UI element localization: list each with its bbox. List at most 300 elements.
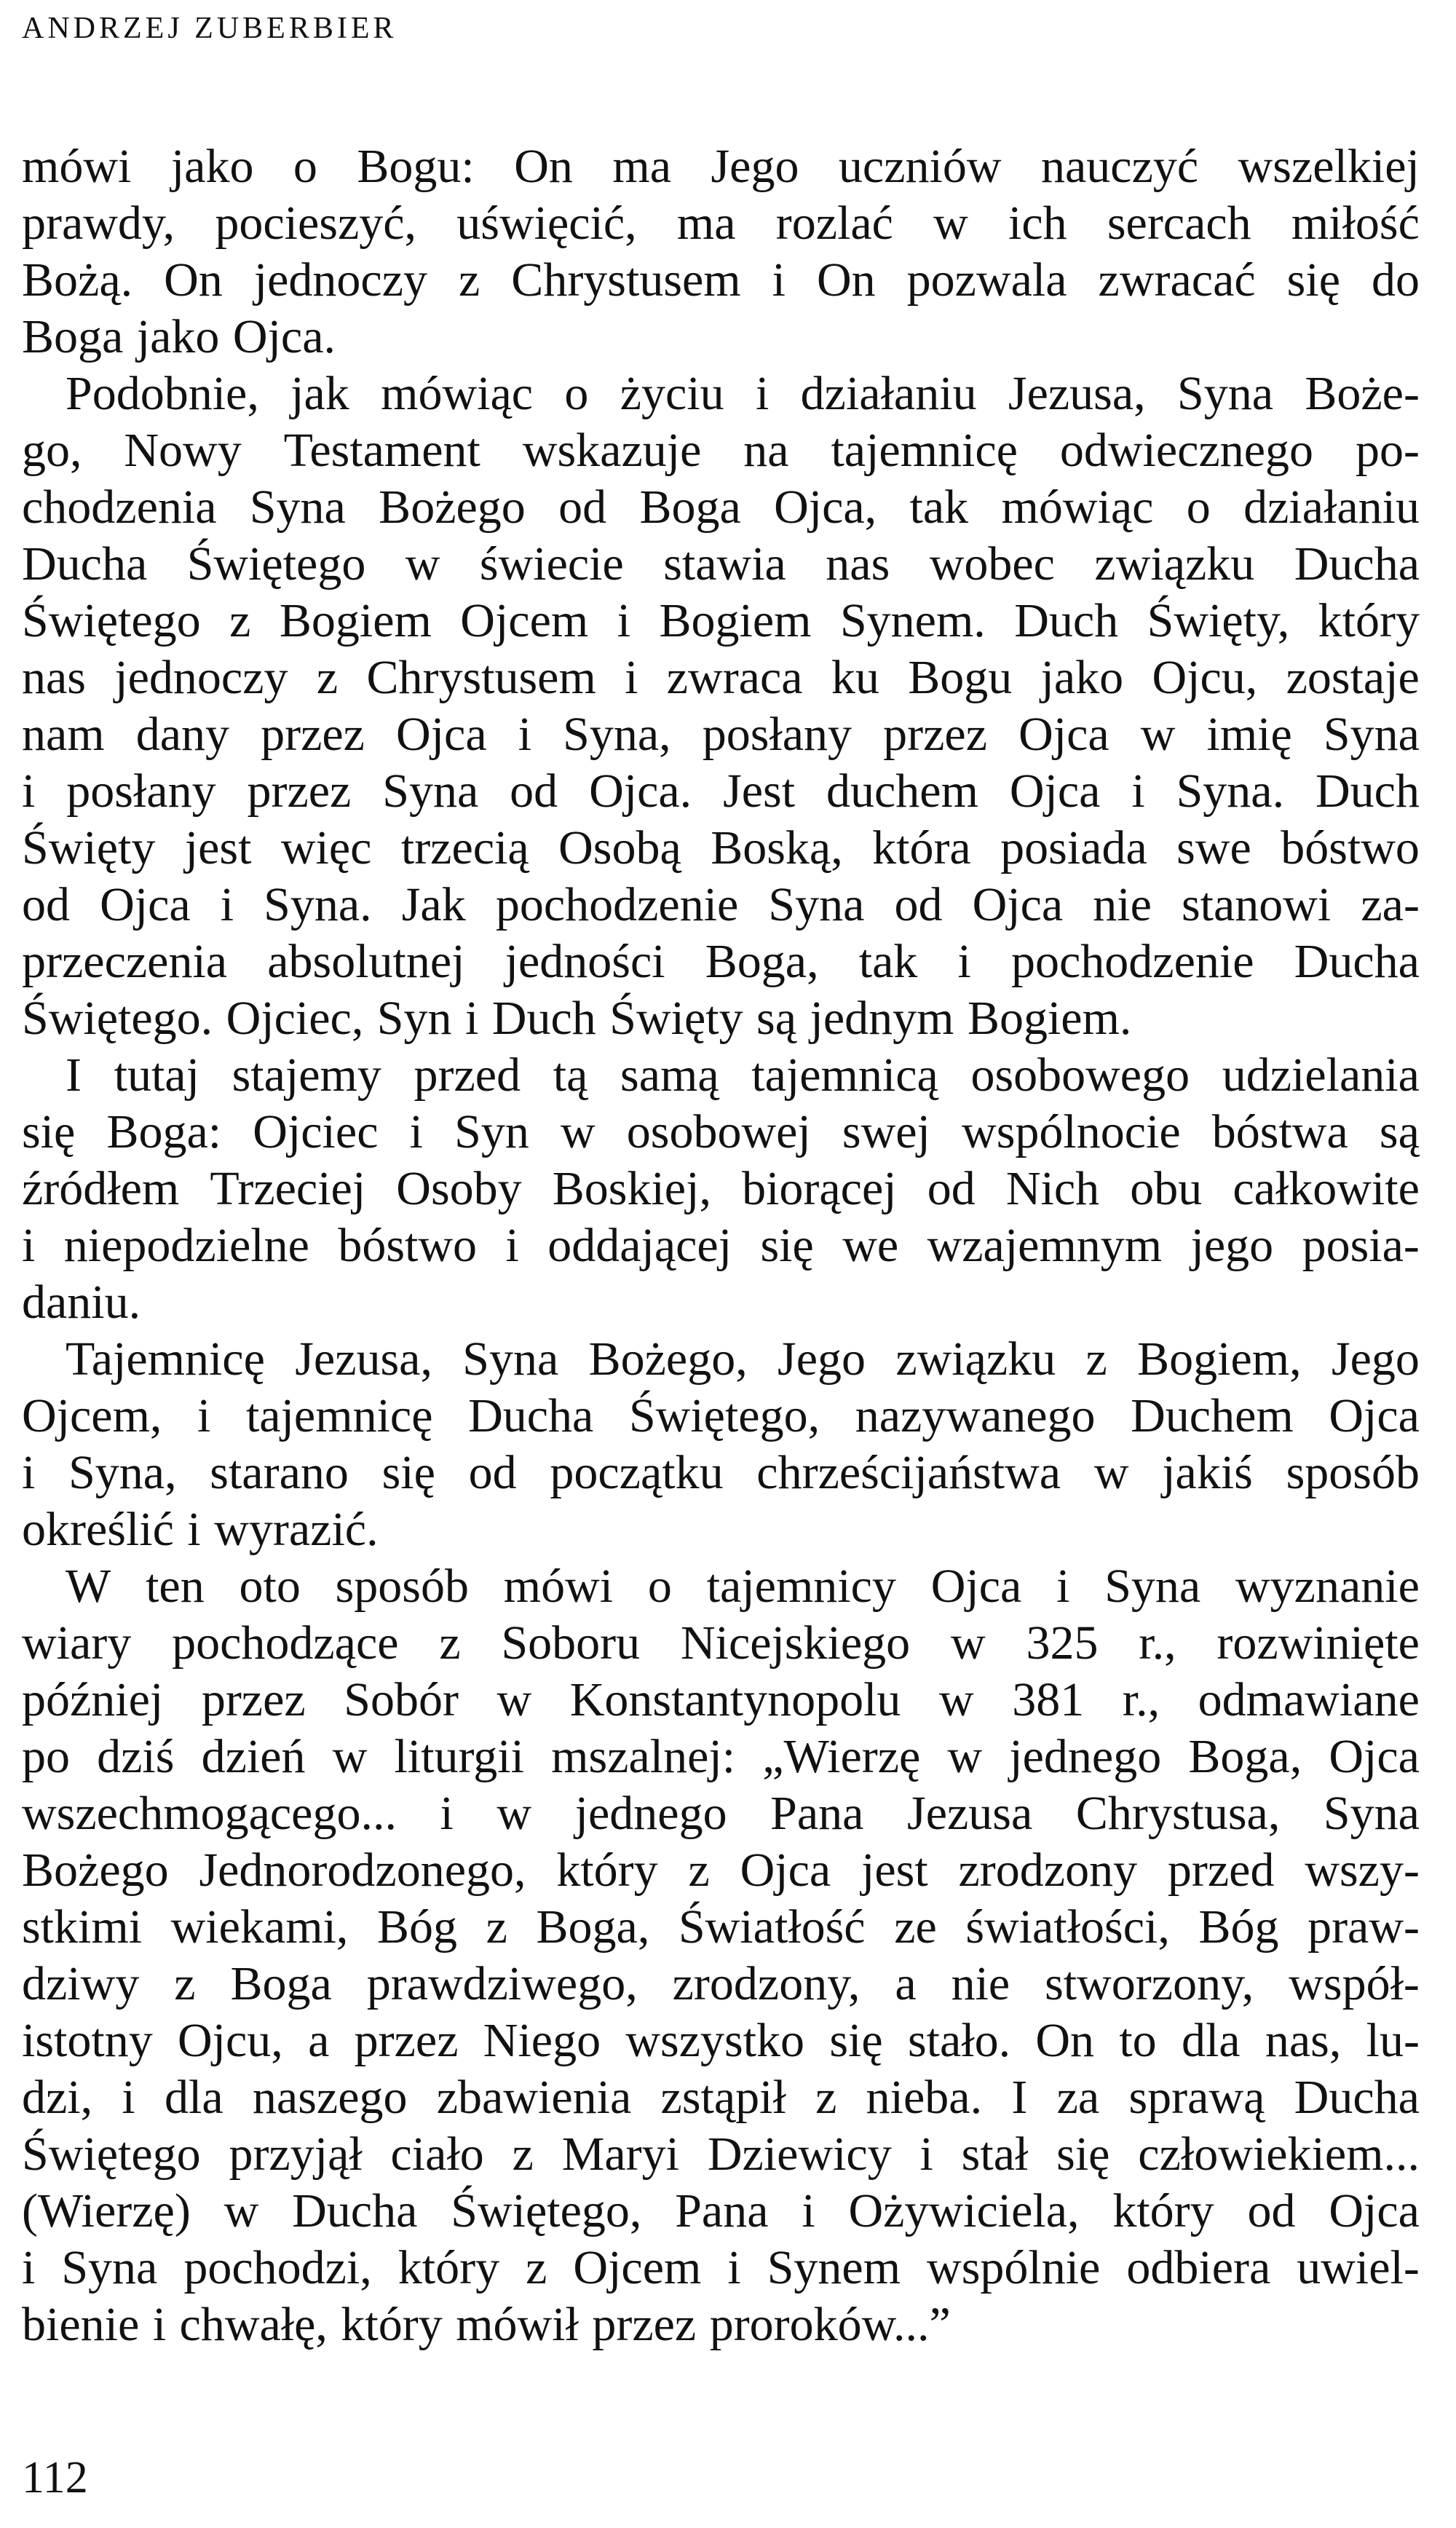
word: Boga, xyxy=(705,935,819,988)
word: przez xyxy=(354,2014,459,2067)
word: i xyxy=(518,708,532,761)
word: Bożego, xyxy=(588,1332,748,1386)
text-line xyxy=(22,1501,1420,1558)
word: jednego xyxy=(574,1787,727,1840)
word: Ojca xyxy=(972,878,1064,931)
word: On xyxy=(816,253,876,307)
word: zwraca xyxy=(666,651,803,704)
word: Duch xyxy=(491,992,596,1045)
word: i xyxy=(957,935,971,988)
word: Ojca xyxy=(1329,1389,1420,1442)
word: i xyxy=(440,1787,454,1840)
word: Ducha xyxy=(1294,537,1420,590)
word: i xyxy=(1131,765,1145,818)
word: do xyxy=(1372,253,1420,307)
word: i xyxy=(464,992,479,1045)
word: z xyxy=(688,1844,710,1897)
word: posłany xyxy=(66,765,216,818)
word: Ojca xyxy=(1329,2184,1420,2237)
word: 381 xyxy=(1012,1673,1085,1726)
word: ma xyxy=(676,197,736,250)
word: Pana xyxy=(675,2184,769,2237)
word: Bóg xyxy=(1198,1900,1279,1954)
word: osobowej xyxy=(626,1105,811,1158)
word: i xyxy=(22,1446,36,1499)
word: Syna xyxy=(768,878,865,931)
word: działaniu xyxy=(1243,481,1420,534)
word: przez xyxy=(201,1673,306,1726)
word: jako xyxy=(1040,651,1124,704)
word: Syn xyxy=(376,992,452,1045)
word: Jezusa, xyxy=(295,1332,432,1386)
word: w xyxy=(933,197,968,250)
word: Ojca xyxy=(740,1844,831,1897)
word: Boga xyxy=(639,481,741,534)
word: mówiąc xyxy=(381,367,534,420)
word: w xyxy=(1140,708,1176,761)
word: i xyxy=(22,765,36,818)
word: się xyxy=(1056,2128,1110,2181)
text-line xyxy=(22,1161,1420,1217)
word: za- xyxy=(1361,878,1420,931)
word: dzi, xyxy=(22,2071,93,2124)
word: chrześcijaństwa xyxy=(756,1446,1061,1499)
word: Ojca xyxy=(396,708,487,761)
word: Boga, xyxy=(536,1900,650,1954)
text-line xyxy=(22,2183,1420,2240)
word: który xyxy=(556,1844,658,1897)
text-line xyxy=(22,1331,1420,1388)
word: Bożego xyxy=(22,1844,169,1897)
word: praw- xyxy=(1307,1900,1420,1954)
word: nieba. xyxy=(866,2071,983,2124)
text-line xyxy=(22,877,1420,933)
word: Boską, xyxy=(711,821,843,874)
word: tajemnicy xyxy=(706,1560,896,1613)
word: są xyxy=(1379,1105,1420,1158)
word: pozwala xyxy=(906,253,1067,307)
word: i xyxy=(919,2128,933,2181)
word: współ- xyxy=(1289,1957,1420,2010)
word: i xyxy=(152,2298,167,2351)
word: tajemnicę xyxy=(245,1389,433,1442)
word: trzecią xyxy=(400,821,529,874)
word: Boga xyxy=(22,310,124,363)
text-line xyxy=(22,1388,1420,1445)
word: Jezusa, xyxy=(1008,367,1146,420)
word: przed xyxy=(1167,1844,1275,1897)
word: nas xyxy=(22,651,86,704)
word: nie xyxy=(951,1957,1010,2010)
word: daniu. xyxy=(22,1276,141,1329)
word: i xyxy=(22,1219,36,1272)
word: Chrystusem xyxy=(366,651,596,704)
word: wspólnie xyxy=(927,2241,1101,2294)
word: rozwinięte xyxy=(1216,1616,1420,1670)
word: posiada xyxy=(1000,821,1147,874)
word: i xyxy=(409,1105,423,1158)
word: Ojcu, xyxy=(177,2014,283,2067)
word: Syna xyxy=(1177,367,1273,420)
word: Świętego xyxy=(22,594,201,647)
word: we xyxy=(842,1219,899,1272)
word: wszy- xyxy=(1305,1844,1420,1897)
word: pochodzi, xyxy=(183,2241,372,2294)
word: która xyxy=(872,821,971,874)
word: od xyxy=(1247,2184,1296,2237)
word: biorącej xyxy=(742,1162,897,1215)
word: więc xyxy=(280,821,372,874)
word: posia- xyxy=(1302,1219,1420,1272)
word: i xyxy=(772,253,786,307)
word: się xyxy=(760,1219,814,1272)
word: I xyxy=(66,1048,82,1102)
word: z xyxy=(316,651,339,704)
word: nie xyxy=(1093,878,1152,931)
text-line xyxy=(22,2126,1420,2183)
word: źródłem xyxy=(22,1162,180,1215)
word: Ojcu, xyxy=(1152,651,1258,704)
word: ku xyxy=(831,651,879,704)
word: pochodzenie xyxy=(1011,935,1254,988)
word: świecie xyxy=(479,537,624,590)
word: Pana xyxy=(770,1787,864,1840)
word: wskazuje xyxy=(522,424,702,477)
word: zrodzony xyxy=(958,1844,1138,1897)
word: z xyxy=(815,2071,837,2124)
word: stajemy xyxy=(232,1048,381,1102)
word: Ojca xyxy=(1009,765,1101,818)
word: istotny xyxy=(22,2014,153,2067)
word: go, xyxy=(22,424,82,477)
word: Boga xyxy=(230,1957,332,2010)
word: rozlać xyxy=(775,197,893,250)
word: to xyxy=(1119,2014,1157,2067)
word: i xyxy=(756,367,769,420)
word: Ojca. xyxy=(232,310,336,363)
word: Jest xyxy=(723,765,796,818)
text-line xyxy=(22,933,1420,990)
word: starano xyxy=(210,1446,349,1499)
word: w xyxy=(560,1105,596,1158)
word: ciało xyxy=(390,2128,484,2181)
word: działaniu xyxy=(800,367,977,420)
word: jego xyxy=(1190,1219,1274,1272)
word: Nicejskiego xyxy=(680,1616,911,1670)
word: Podobnie, xyxy=(66,367,259,420)
word: są xyxy=(756,992,797,1045)
word: z xyxy=(459,253,480,307)
word: przed xyxy=(414,1048,521,1102)
text-line xyxy=(22,990,1420,1047)
word: który xyxy=(1112,2184,1214,2237)
word: odmawiane xyxy=(1198,1673,1420,1726)
word: Bożego xyxy=(379,481,526,534)
word: się xyxy=(829,2014,883,2067)
word: jako xyxy=(170,140,254,193)
word: w xyxy=(1093,1446,1129,1499)
word: jakiś xyxy=(1162,1446,1253,1499)
word: jest xyxy=(184,821,252,874)
word: Syna xyxy=(1323,708,1420,761)
word: Osoby xyxy=(396,1162,522,1215)
word: jest xyxy=(861,1844,928,1897)
word: Światłość xyxy=(678,1900,866,1954)
word: wiekami, xyxy=(170,1900,349,1954)
word: dany xyxy=(135,708,230,761)
word: Ożywiciela, xyxy=(848,2184,1080,2237)
word: od xyxy=(22,878,70,931)
word: 325 xyxy=(1026,1616,1099,1670)
word: wspólnocie xyxy=(962,1105,1181,1158)
word: Syna xyxy=(61,2241,158,2294)
word: początku xyxy=(550,1446,724,1499)
word: w xyxy=(223,2184,259,2237)
word: W xyxy=(66,1560,111,1613)
word: światłości, xyxy=(965,1900,1170,1954)
word: zstąpił xyxy=(660,2071,786,2124)
word: o xyxy=(293,140,317,193)
word: w xyxy=(496,1787,532,1840)
word: stawia xyxy=(663,537,786,590)
text-line xyxy=(22,649,1420,706)
word: Chrystusa, xyxy=(1075,1787,1281,1840)
word: Bogu: xyxy=(357,140,475,193)
text-line xyxy=(22,1729,1420,1785)
word: Syna xyxy=(462,1332,559,1386)
word: Testament xyxy=(283,424,480,477)
word: Bożą. xyxy=(22,253,133,307)
word: Duch xyxy=(1315,765,1420,818)
word: jednoczy xyxy=(114,651,288,704)
word: odwiecznego xyxy=(1059,424,1314,477)
word: Ojca xyxy=(1018,708,1109,761)
word: się xyxy=(1286,253,1340,307)
word: z xyxy=(486,1900,507,1954)
word: bóstwo xyxy=(338,1219,478,1272)
word: uczniów xyxy=(838,140,1002,193)
word: tak xyxy=(858,935,918,988)
word: sposób xyxy=(1286,1446,1420,1499)
word: zostaje xyxy=(1286,651,1420,704)
text-line xyxy=(22,1104,1420,1161)
word: nam xyxy=(22,708,105,761)
text-line xyxy=(22,1842,1420,1899)
word: określić xyxy=(22,1503,174,1556)
word: się xyxy=(22,1105,76,1158)
word: bienie xyxy=(22,2298,140,2351)
word: ten xyxy=(146,1560,205,1613)
word: Chrystusem xyxy=(511,253,741,307)
text-line xyxy=(22,2240,1420,2296)
word: Tajemnicę xyxy=(66,1332,265,1386)
word: Syna xyxy=(1323,1787,1420,1840)
word: zwracać xyxy=(1098,253,1256,307)
word: Duchem xyxy=(1131,1389,1294,1442)
word: Konstantynopolu xyxy=(569,1673,901,1726)
text-line xyxy=(22,1445,1420,1501)
word: tutaj xyxy=(114,1048,199,1102)
word: samą xyxy=(620,1048,719,1102)
word: od xyxy=(510,765,558,818)
word: jako xyxy=(136,310,220,363)
word: niepodzielne xyxy=(63,1219,309,1272)
word: w xyxy=(496,1673,532,1726)
word: Nich xyxy=(1005,1162,1100,1215)
word: po xyxy=(22,1730,70,1783)
word: Ducha xyxy=(22,537,148,590)
word: który xyxy=(397,2241,500,2294)
word: jednego xyxy=(1009,1730,1162,1783)
word: duchem xyxy=(826,765,978,818)
word: Soboru xyxy=(501,1616,641,1670)
word: swej xyxy=(842,1105,930,1158)
word: przez xyxy=(261,708,365,761)
word: człowiekiem... xyxy=(1138,2128,1420,2181)
text-line xyxy=(22,309,1420,366)
word: Świętego xyxy=(186,537,366,590)
word: Jego xyxy=(1331,1332,1420,1386)
text-line xyxy=(22,536,1420,593)
word: i xyxy=(617,594,631,647)
word: Dziewicy xyxy=(707,2128,892,2181)
word: stało. xyxy=(907,2014,1011,2067)
word: wszechmogącego... xyxy=(22,1787,397,1840)
word: On xyxy=(1035,2014,1095,2067)
word: tak xyxy=(909,481,969,534)
word: wiary xyxy=(22,1616,132,1670)
word: Synem. xyxy=(839,594,986,647)
word: związku xyxy=(1094,537,1255,590)
word: (Wierzę) xyxy=(22,2184,191,2237)
word: z xyxy=(229,594,251,647)
word: od xyxy=(927,1162,976,1215)
text-line xyxy=(22,1672,1420,1729)
word: i xyxy=(727,2241,741,2294)
word: Jego xyxy=(778,1332,866,1386)
text-line xyxy=(22,195,1420,252)
text-line xyxy=(22,593,1420,649)
word: sprawą xyxy=(1128,2071,1265,2124)
word: Syn xyxy=(454,1105,529,1158)
word: o xyxy=(564,367,589,420)
word: Jezusa xyxy=(907,1787,1033,1840)
word: uświęcić, xyxy=(456,197,637,250)
word: z xyxy=(1085,1332,1107,1386)
word: Święty xyxy=(609,992,743,1045)
word: proroków...” xyxy=(709,2298,951,2351)
word: stanowi xyxy=(1181,878,1332,931)
word: z xyxy=(439,1616,461,1670)
word: bóstwo xyxy=(1281,821,1420,874)
word: dla xyxy=(165,2071,223,2124)
word: prawdziwego, xyxy=(366,1957,638,2010)
word: i xyxy=(187,1503,201,1556)
word: stworzony, xyxy=(1045,1957,1254,2010)
word: Boże- xyxy=(1305,367,1420,420)
word: przez xyxy=(883,708,987,761)
word: i xyxy=(220,878,234,931)
word: mówi xyxy=(22,140,132,193)
word: lu- xyxy=(1366,2014,1420,2067)
word: dzień xyxy=(201,1730,306,1783)
word: Święty xyxy=(22,821,156,874)
word: Ducha xyxy=(1294,935,1420,988)
word: bóstwa xyxy=(1211,1105,1348,1158)
word: ma xyxy=(612,140,671,193)
word: chwałę, xyxy=(179,2298,328,2351)
word: Ducha xyxy=(468,1389,594,1442)
text-line xyxy=(22,2012,1420,2069)
body-text xyxy=(22,138,1420,2353)
word: pochodzące xyxy=(172,1616,399,1670)
word: Syna xyxy=(249,481,346,534)
word: Synem xyxy=(767,2241,901,2294)
word: a xyxy=(895,1957,917,2010)
word: tajemnicę xyxy=(831,424,1018,477)
word: Sobór xyxy=(344,1673,459,1726)
word: ze xyxy=(894,1900,937,1954)
word: Święty, xyxy=(1147,594,1290,647)
word: osobowego xyxy=(970,1048,1190,1102)
word: całkowite xyxy=(1233,1162,1420,1215)
word: r., xyxy=(1122,1673,1160,1726)
word: Ojcem xyxy=(573,2241,702,2294)
word: przeczenia xyxy=(22,935,228,988)
word: Syna xyxy=(1104,1560,1201,1613)
word: mówił xyxy=(456,2298,579,2351)
word: z xyxy=(512,2128,534,2181)
word: i xyxy=(625,651,638,704)
text-line xyxy=(22,366,1420,422)
word: od xyxy=(558,481,607,534)
word: dziś xyxy=(97,1730,175,1783)
word: Ojcem xyxy=(460,594,589,647)
word: i xyxy=(505,1219,519,1272)
word: Boga: xyxy=(106,1105,222,1158)
word: Jak xyxy=(401,878,466,931)
word: jednym xyxy=(810,992,954,1045)
word: Syna. xyxy=(1176,765,1285,818)
word: wobec xyxy=(929,537,1055,590)
word: w xyxy=(405,537,440,590)
word: prawdy, xyxy=(22,197,175,250)
word: Bogiem. xyxy=(967,992,1132,1045)
word: wszelkiej xyxy=(1238,140,1420,193)
word: Ducha xyxy=(292,2184,418,2237)
word: naszego xyxy=(252,2071,408,2124)
word: Bóg xyxy=(377,1900,458,1954)
word: udzielania xyxy=(1222,1048,1420,1102)
word: wyznanie xyxy=(1235,1560,1420,1613)
word: jak xyxy=(290,367,349,420)
word: i xyxy=(22,2241,36,2294)
text-line xyxy=(22,2069,1420,2126)
text-line xyxy=(22,706,1420,763)
word: swe xyxy=(1176,821,1251,874)
word: Bogu xyxy=(908,651,1013,704)
text-line xyxy=(22,422,1420,479)
text-line xyxy=(22,138,1420,195)
word: od xyxy=(894,878,943,931)
word: dla xyxy=(1181,2014,1241,2067)
word: stał xyxy=(961,2128,1029,2181)
word: Ojca, xyxy=(774,481,877,534)
word: obu xyxy=(1130,1162,1203,1215)
word: uwiel- xyxy=(1297,2241,1420,2294)
word: mówiąc xyxy=(1001,481,1154,534)
word: wyrazić. xyxy=(214,1503,379,1556)
